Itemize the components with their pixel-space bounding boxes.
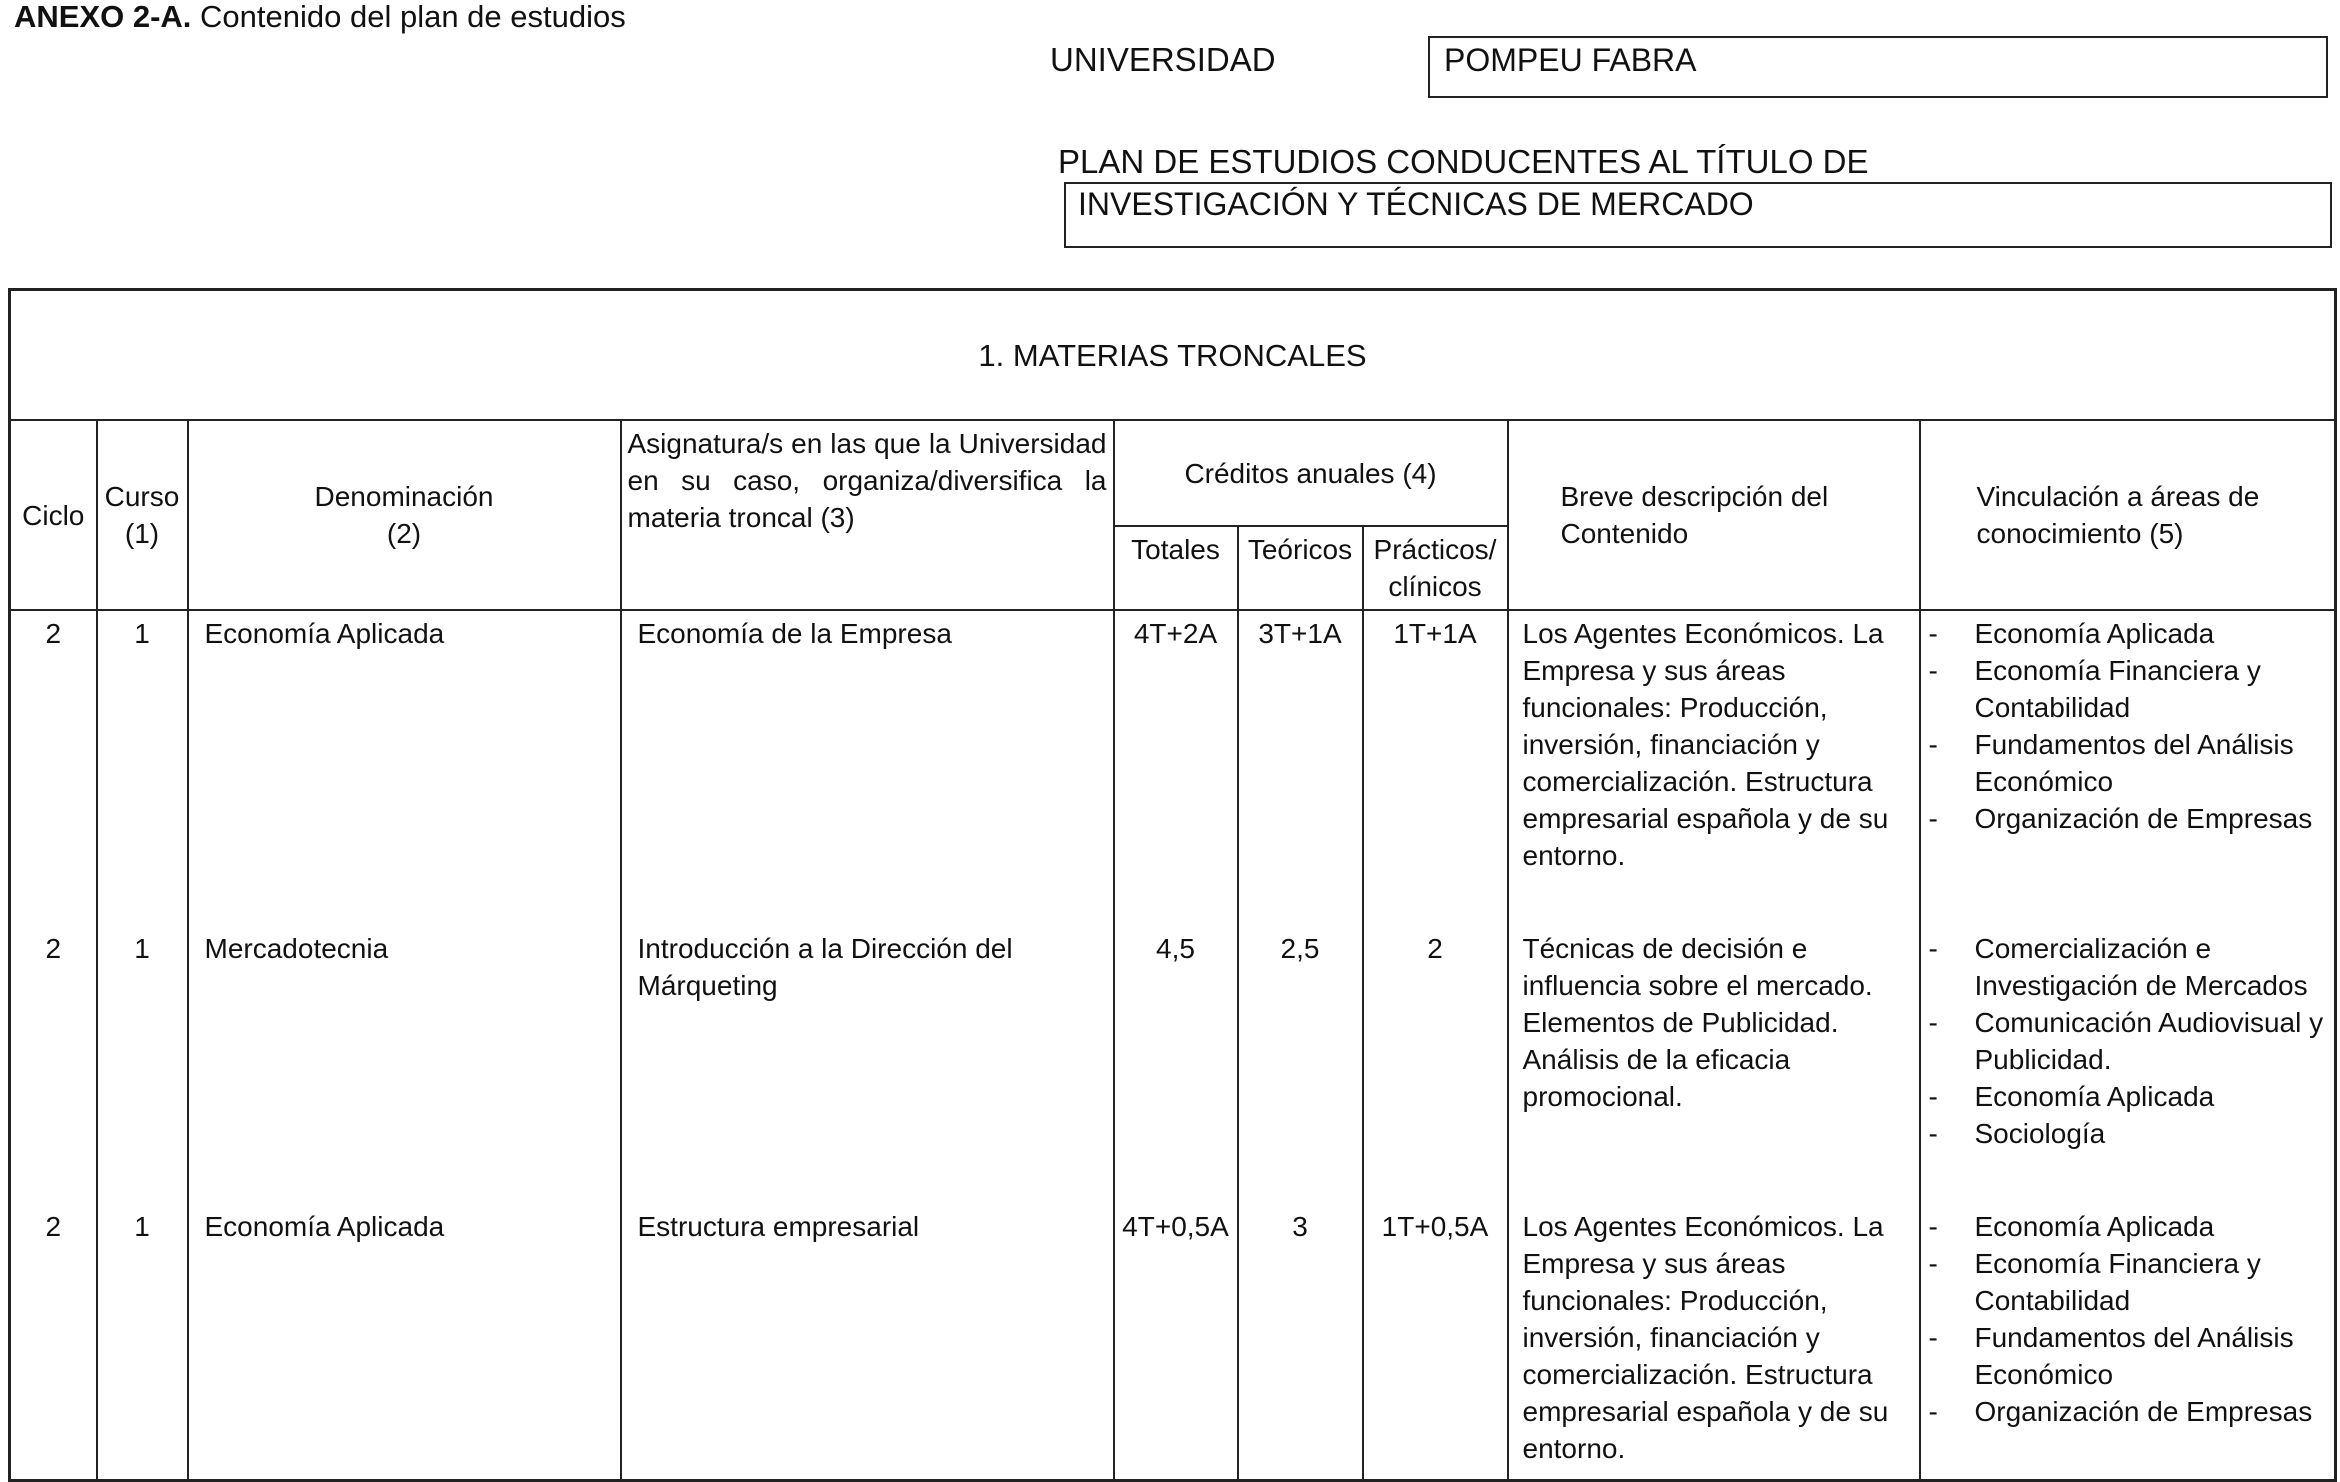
areas-list <box>1927 615 2329 837</box>
plan-label: PLAN DE ESTUDIOS CONDUCENTES AL TÍTULO DE <box>1058 143 1869 180</box>
plan-title-field: INVESTIGACIÓN Y TÉCNICAS DE MERCADO <box>1064 182 2332 248</box>
cell-totales: 4T+0,5A <box>1114 1204 1238 1471</box>
cell-teoricos: 3T+1A <box>1238 610 1363 878</box>
col-ciclo-header: Ciclo <box>10 420 97 610</box>
area-item: - Economía Aplicada <box>1927 615 2329 652</box>
areas-list <box>1927 1208 2329 1430</box>
col-practicos-header: Prácticos/ clínicos <box>1363 526 1508 610</box>
cell-asignatura: Economía de la Empresa <box>621 610 1114 878</box>
cell-curso: 1 <box>97 926 188 1156</box>
cell-teoricos: 2,5 <box>1238 926 1363 1156</box>
cell-practicos: 1T+1A <box>1363 610 1508 878</box>
cell-ciclo: 2 <box>10 926 97 1156</box>
area-item: - Fundamentos del Análisis Económico <box>1927 1319 2329 1393</box>
col-asignatura-header: Asignatura/s en las que la Universidad en su caso, organiza/diversifica la materia troncal (3) <box>621 420 1114 610</box>
area-item: - Sociología <box>1927 1115 2329 1152</box>
annex-text: Contenido del plan de estudios <box>191 0 626 34</box>
cell-areas <box>1920 610 2336 878</box>
cell-denominacion: Mercadotecnia <box>188 926 621 1156</box>
cell-practicos: 2 <box>1363 926 1508 1156</box>
col-denominacion-header: Denominación (2) <box>188 420 621 610</box>
cell-totales: 4T+2A <box>1114 610 1238 878</box>
cell-practicos: 1T+0,5A <box>1363 1204 1508 1471</box>
col-creditos-header: Créditos anuales (4) <box>1114 420 1508 526</box>
area-item: - Comunicación Audiovisual y Publicidad. <box>1927 1004 2329 1078</box>
col-curso-header: Curso (1) <box>97 420 188 610</box>
cell-totales: 4,5 <box>1114 926 1238 1156</box>
col-totales-header: Totales <box>1114 526 1238 610</box>
col-vinculacion-header: Vinculación a áreas de conocimiento (5) <box>1920 420 2336 610</box>
table-row <box>10 1204 2336 1471</box>
area-item: - Fundamentos del Análisis Económico <box>1927 726 2329 800</box>
cell-ciclo: 2 <box>10 610 97 878</box>
cell-curso: 1 <box>97 1204 188 1471</box>
area-item: - Economía Financiera y Contabilidad <box>1927 1245 2329 1319</box>
areas-list <box>1927 930 2329 1152</box>
area-item: - Organización de Empresas <box>1927 1393 2329 1430</box>
area-item: - Comercialización e Investigación de Mercados <box>1927 930 2329 1004</box>
annex-number: ANEXO 2-A. <box>14 0 192 34</box>
cell-descripcion: Técnicas de decisión e influencia sobre el mercado. Elementos de Publicidad. Análisis de la eficacia promocional. <box>1508 926 1920 1156</box>
area-item: - Economía Aplicada <box>1927 1078 2329 1115</box>
troncales-table <box>8 288 2337 1482</box>
area-item: - Economía Financiera y Contabilidad <box>1927 652 2329 726</box>
col-teoricos-header: Teóricos <box>1238 526 1363 610</box>
cell-descripcion: Los Agentes Económicos. La Empresa y sus áreas funcionales: Producción, inversión, financiación y comercialización. Estructura empresarial española y de su entorno. <box>1508 1204 1920 1471</box>
cell-curso: 1 <box>97 610 188 878</box>
col-descripcion-header: Breve descripción del Contenido <box>1508 420 1920 610</box>
cell-areas <box>1920 1204 2336 1471</box>
cell-asignatura: Introducción a la Dirección del Márqueting <box>621 926 1114 1156</box>
annex-title <box>14 0 626 34</box>
cell-denominacion: Economía Aplicada <box>188 1204 621 1471</box>
area-item: - Organización de Empresas <box>1927 800 2329 837</box>
area-item: - Economía Aplicada <box>1927 1208 2329 1245</box>
cell-asignatura: Estructura empresarial <box>621 1204 1114 1471</box>
cell-ciclo: 2 <box>10 1204 97 1471</box>
table-row <box>10 610 2336 878</box>
cell-descripcion: Los Agentes Económicos. La Empresa y sus áreas funcionales: Producción, inversión, financiación y comercialización. Estructura empresarial española y de su entorno. <box>1508 610 1920 878</box>
table-row <box>10 926 2336 1156</box>
university-field: POMPEU FABRA <box>1428 36 2328 98</box>
cell-teoricos: 3 <box>1238 1204 1363 1471</box>
cell-areas <box>1920 926 2336 1156</box>
cell-denominacion: Economía Aplicada <box>188 610 621 878</box>
university-label: UNIVERSIDAD <box>1050 41 1276 78</box>
table-title: 1. MATERIAS TRONCALES <box>10 290 2336 421</box>
